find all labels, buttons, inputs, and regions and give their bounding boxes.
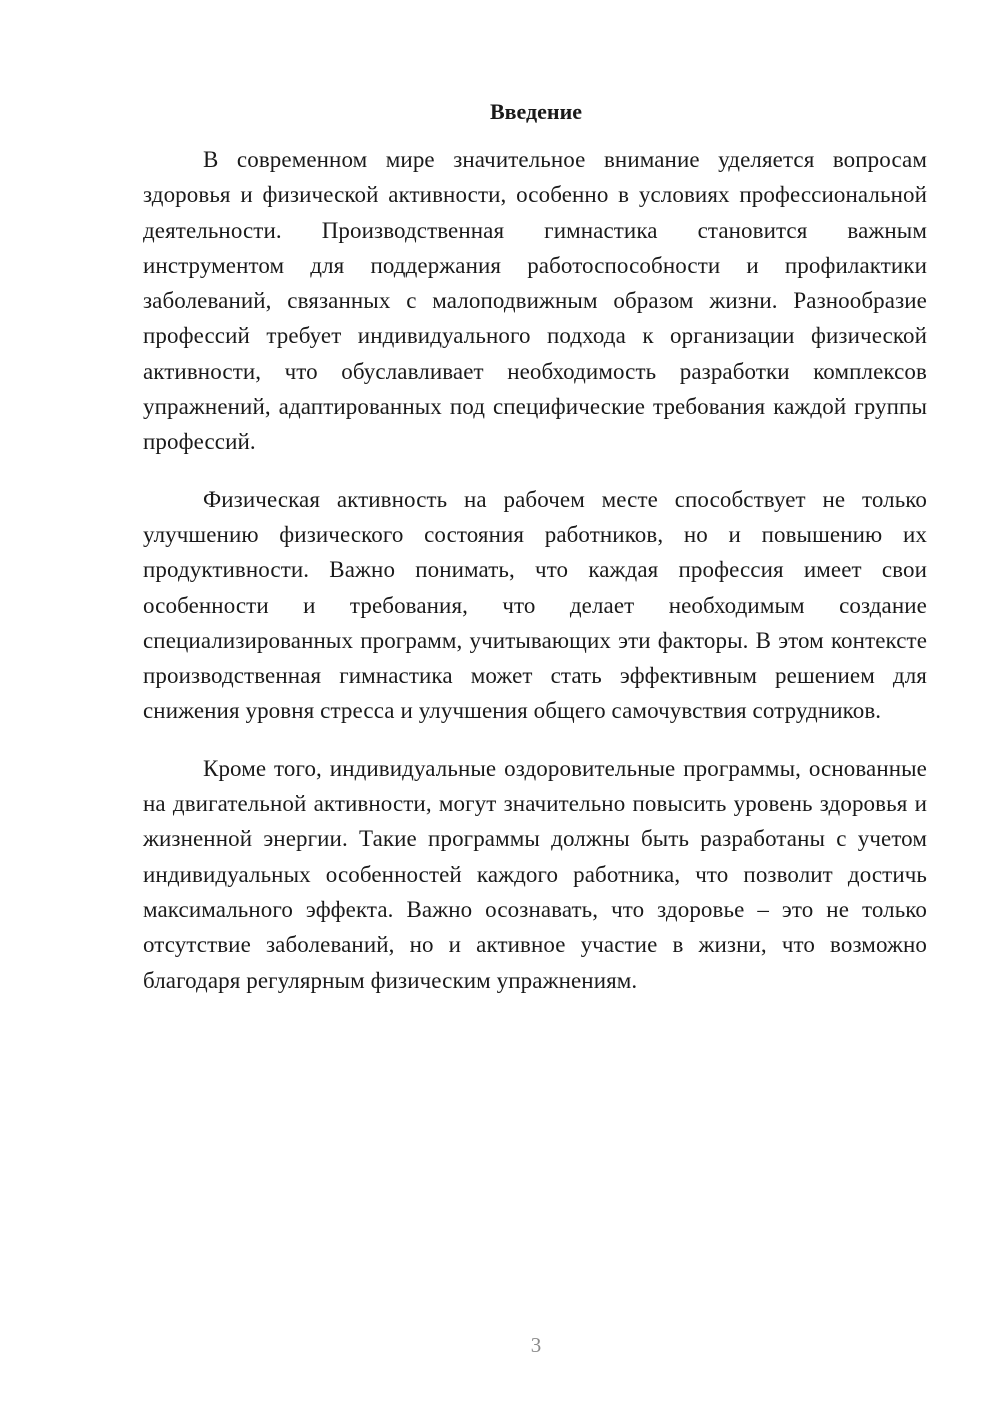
page-title: Введение: [489, 99, 583, 124]
page-number: 3: [530, 1333, 542, 1357]
paragraph-3: Кроме того, индивидуальные оздоровительные программы, основанные на двигательной активности, могут значительно повысить уровень здоровья и жизненной энергии. Такие программы должны быть разработаны с учетом индивидуальных особенностей каждого работника, что позволит достичь максимального эффекта. Важно осознавать, что здоровье – это не только отсутствие заболеваний, но и активное участие в жизни, что возможно благодаря регулярным физическим упражнениям.: [143, 755, 927, 993]
paragraph-2: Физическая активность на рабочем месте способствует не только улучшению физического состояния работников, но и повышению их продуктивности. Важно понимать, что каждая профессия имеет свои особенности и требования, что делает необходимым создание специализированных программ, учитывающих эти факторы. В этом контексте производственная гимнастика может стать эффективным решением для снижения уровня стресса и улучшения общего самочувствия сотрудников.: [143, 486, 927, 724]
document-body: [143, 142, 927, 1020]
paragraph-1: В современном мире значительное внимание уделяется вопросам здоровья и физической активности, особенно в условиях профессиональной деятельности. Производственная гимнастика становится важным инструментом для поддержания работоспособности и профилактики заболеваний, связанных с малоподвижным образом жизни. Разнообразие профессий требует индивидуального подхода к организации физической активности, что обуславливает необходимость разработки комплексов упражнений, адаптированных под специфические требования каждой группы профессий.: [143, 147, 927, 455]
